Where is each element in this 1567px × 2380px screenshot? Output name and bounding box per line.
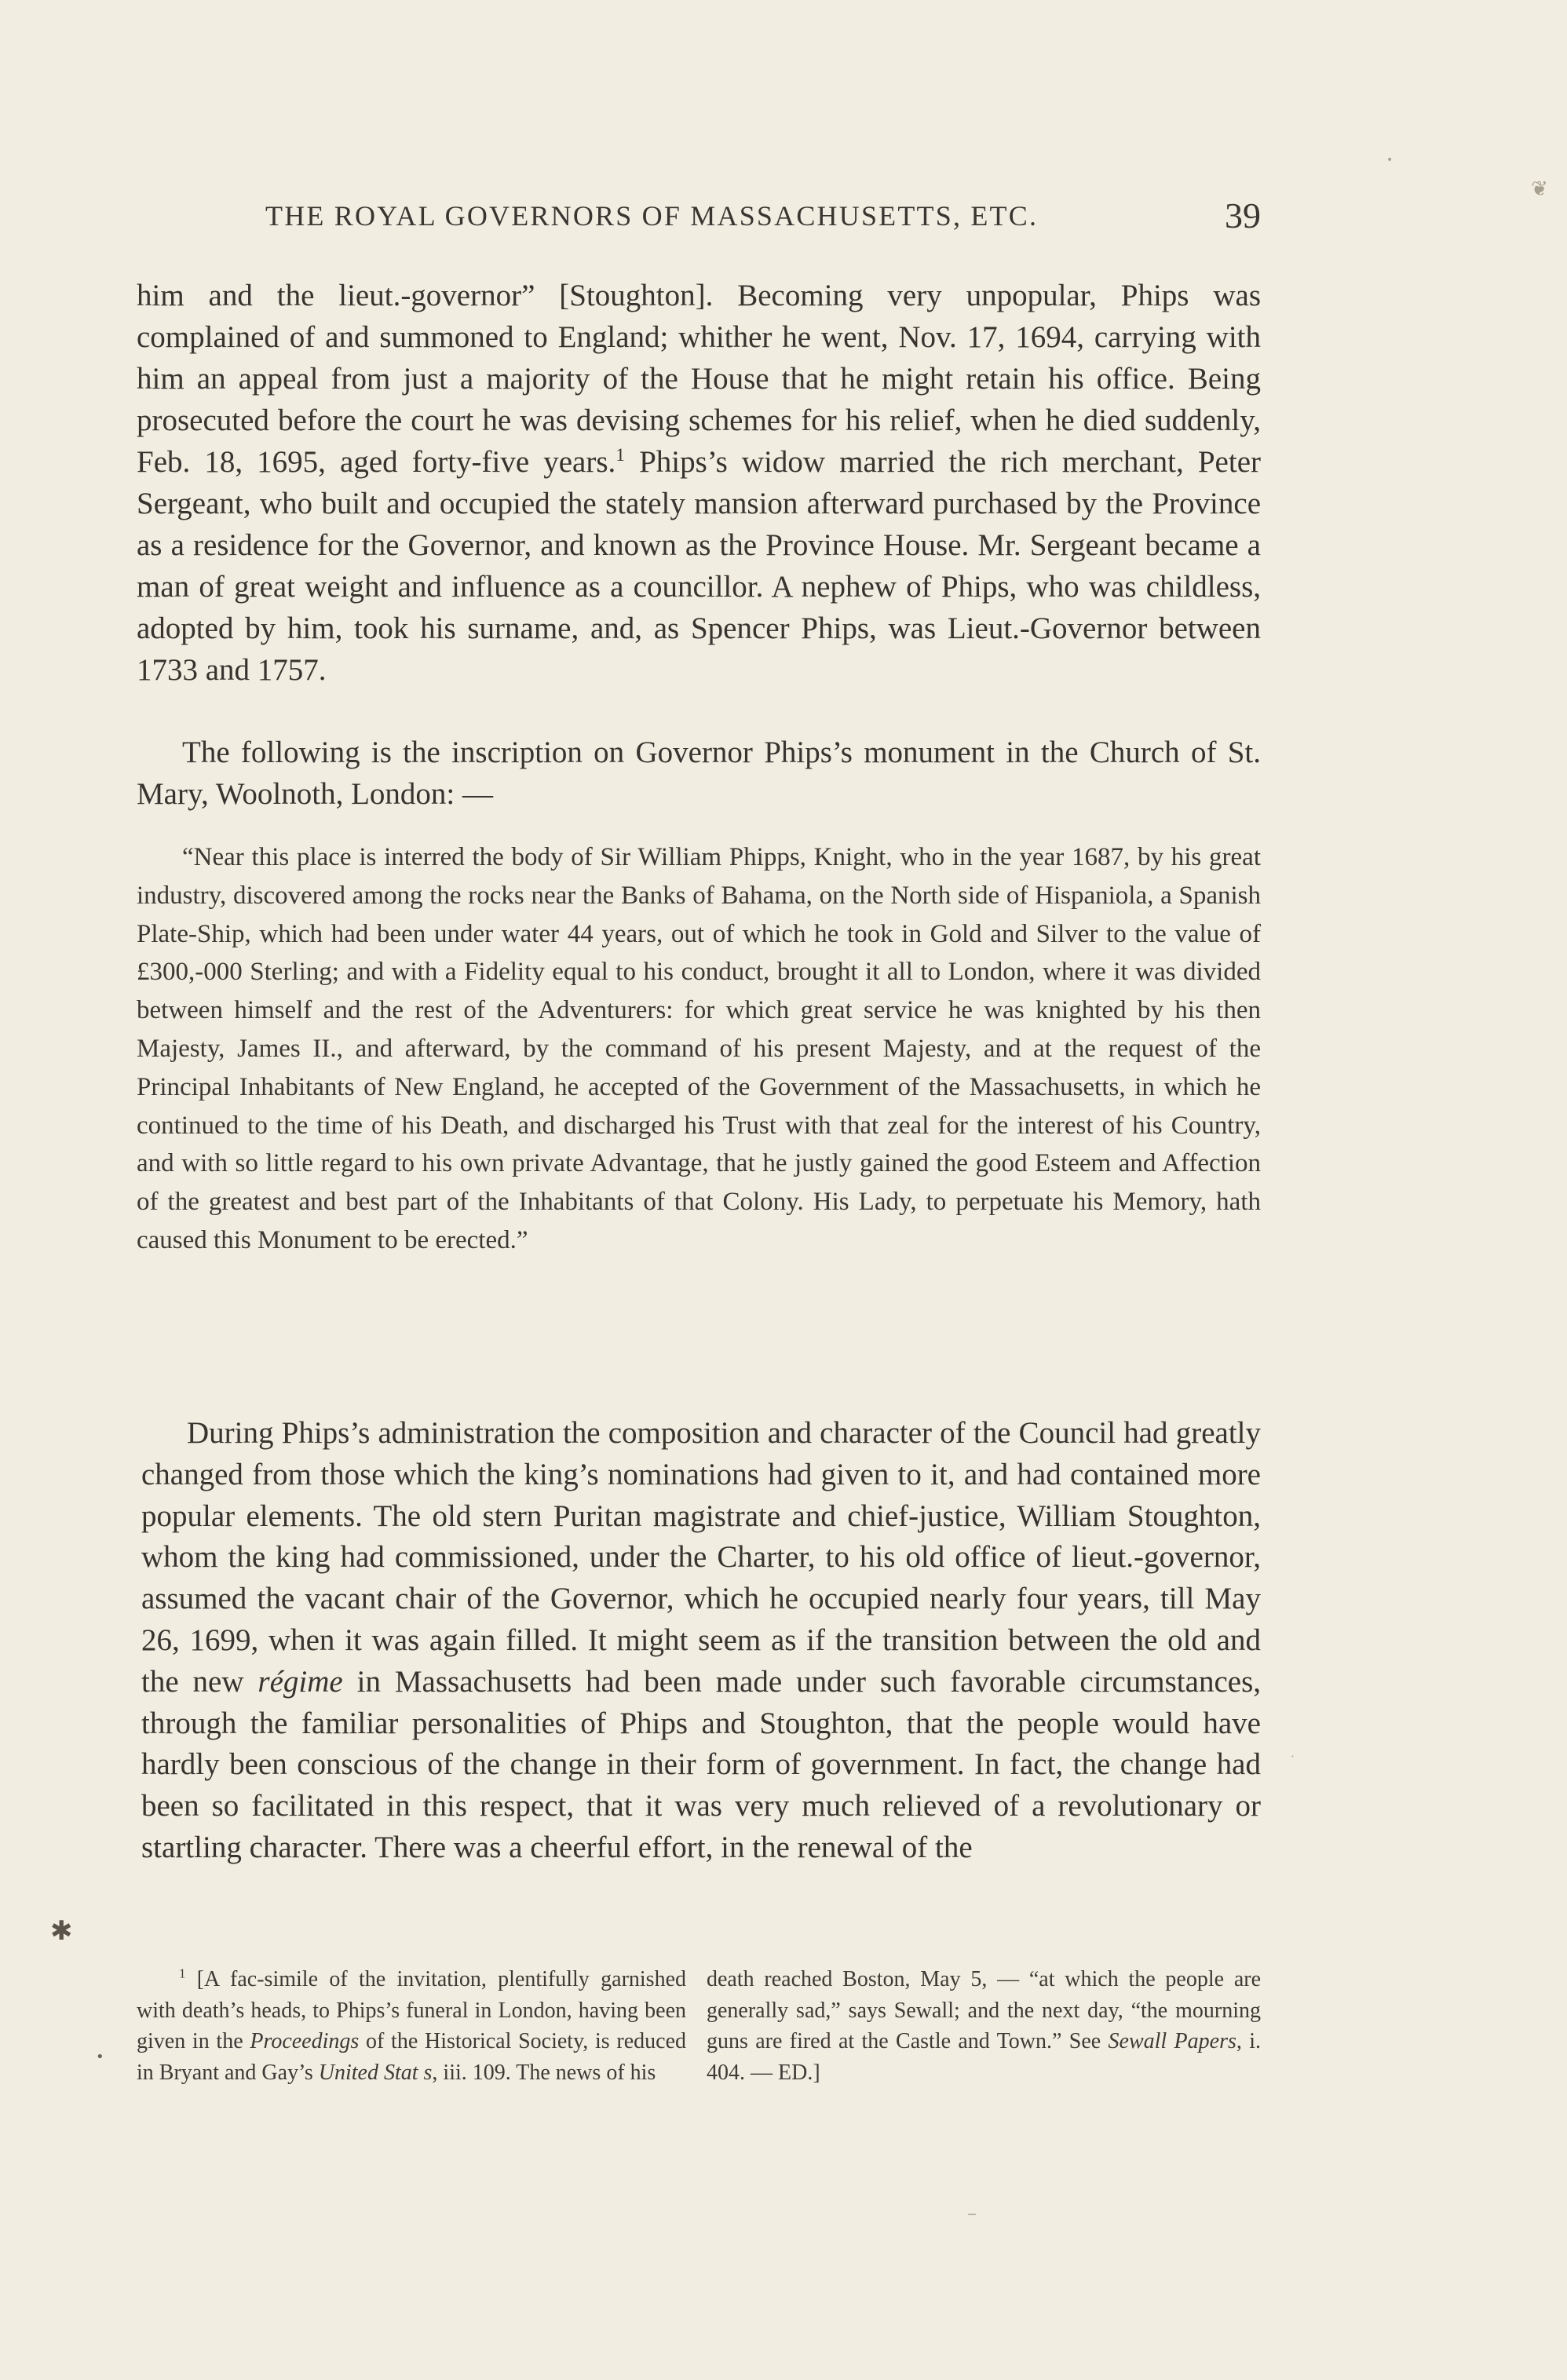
footnote-ref: 1 bbox=[615, 445, 625, 465]
text-segment: [A fac-simile of the invitation, plentifully garnished with death’s heads, to Phips’s funeral in London, having been given in the bbox=[137, 1967, 686, 2053]
italic-title: United Stat s bbox=[318, 2060, 433, 2085]
footnote-column-left bbox=[137, 1964, 686, 2088]
footnote-marker: 1 bbox=[179, 1966, 186, 1981]
paragraph-inscription-intro: The following is the inscription on Governor Phips’s monument in the Church of St. Mary, Woolnoth, London: — bbox=[137, 736, 1261, 811]
text-segment: of the Historical Society, is reduced in Bryant and Gay’s bbox=[137, 2029, 686, 2085]
footnotes bbox=[137, 1964, 1261, 2088]
paragraph-phips-death bbox=[137, 275, 1261, 691]
text-segment: During Phips’s administration the composition and character of the Council had greatly changed from those which the king’s nominations had given to it, and had contained more popular elements. The old stern Puritan magistrate and chief-justice, William Stoughton, whom the king had commissioned, under the Charter, to his old office of lieut.-governor, assumed the vacant chair of the Governor, which he occupied nearly four years, till May 26, 1699, when it was again filled. It might seem as if the transition between the old and the new bbox=[141, 1416, 1261, 1699]
page-speck-icon: – bbox=[967, 2203, 977, 2225]
footnote-column-right bbox=[707, 1964, 1261, 2088]
text-segment: , iii. 109. The news of his bbox=[432, 2060, 656, 2085]
page-smudge-icon: ❦ bbox=[1531, 177, 1548, 201]
italic-title: Sewall Papers bbox=[1108, 2029, 1236, 2053]
text-segment: him and the lieut.-governor” [Stoughton]. Becoming very unpopular, Phips was complained of and summoned to England; whither he went, Nov. 17, 1694, carrying with him an appeal from just a majority of the House that he might retain his office. Being prosecuted before the court he was devising schemes for his relief, when he died suddenly, Feb. 18, 1695, aged forty-five years. bbox=[137, 279, 1261, 479]
page-number: 39 bbox=[1225, 195, 1261, 235]
running-head: THE ROYAL GOVERNORS OF MASSACHUSETTS, ETC. bbox=[265, 200, 1039, 232]
page-speck-icon: · bbox=[1291, 1749, 1295, 1764]
text-segment: death reached Boston, May 5, — “at which the people are generally sad,” says Sewall; and the next day, “the mourning guns are fired at the Castle and Town.” See bbox=[707, 1967, 1261, 2053]
monument-inscription-quote: “Near this place is interred the body of Sir William Phipps, Knight, who in the year 1687, by his great industry, discovered among the rocks near the Banks of Bahama, on the North side of Hispaniola, a Spanish Plate-Ship, which had been under water 44 years, out of which he took in Gold and Silver to the value of £300,-000 Sterling; and with a Fidelity equal to his conduct, brought it all to London, where it was divided between himself and the rest of the Adventurers: for which great service he was knighted by his then Majesty, James II., and afterward, by the command of his present Majesty, and at the request of the Principal Inhabitants of New England, he accepted of the Government of the Massachusetts, in which he continued to the time of his Death, and discharged his Trust with that zeal for the interest of his Country, and with so little regard to his own private Advantage, that he justly gained the good Esteem and Affection of the greatest and best part of the Inhabitants of that Colony. His Lady, to perpetuate his Memory, hath caused this Monument to be erected.” bbox=[137, 843, 1261, 1254]
margin-dot-icon: • bbox=[96, 2049, 104, 2065]
page-speck-icon: • bbox=[1386, 154, 1393, 166]
italic-title: Proceedings bbox=[250, 2029, 360, 2053]
italic-term: régime bbox=[258, 1664, 343, 1699]
paragraph-administration bbox=[141, 1413, 1261, 1869]
text-segment: , i. 404. — ED.] bbox=[707, 2029, 1261, 2085]
margin-asterisk-icon: ✱ bbox=[50, 1915, 73, 1947]
text-segment: in Massachusetts had been made under such favorable circumstances, through the familiar personalities of Phips and Stoughton, that the people would have hardly been conscious of the change in their form of government. In fact, the change had been so facilitated in this respect, that it was very much relieved of a revolutionary or startling character. There was a cheerful effort, in the renewal of the bbox=[141, 1664, 1261, 1864]
text-segment: Phips’s widow married the rich merchant, Peter Sergeant, who built and occupied the stately mansion afterward purchased by the Province as a residence for the Governor, and known as the Province House. Mr. Sergeant became a man of great weight and influence as a councillor. A nephew of Phips, who was childless, adopted by him, took his surname, and, as Spencer Phips, was Lieut.-Governor between 1733 and 1757. bbox=[137, 445, 1261, 687]
